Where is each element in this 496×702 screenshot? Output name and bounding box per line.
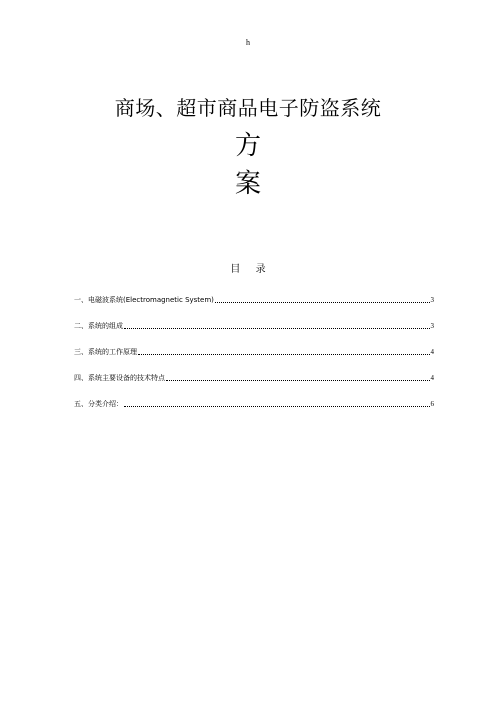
toc-dot-leader [166,379,430,381]
toc-entry-3[interactable] [74,345,434,357]
toc-entry-page-number: 4 [430,374,434,382]
toc-entry-2[interactable] [74,319,434,331]
toc-entry-label: 一、电磁波系统(Electromagnetic System) [74,296,214,304]
toc-entry-1[interactable] [74,293,434,305]
toc-entry-label: 四、系统主要设备的技术特点 [74,374,165,382]
document-title-line-1: 商场、超市商品电子防盗系统 [114,96,382,120]
toc-entry-page-number: 6 [430,400,434,408]
toc-entry-page-number: 4 [430,348,434,356]
toc-entry-5[interactable] [74,397,434,409]
toc-heading: 目 录 [230,264,272,275]
toc-dot-leader [215,301,430,303]
toc-dot-leader [124,327,430,329]
document-title-line-2: 方 [234,131,261,161]
toc-entry-label: 五、分类介绍： [74,400,123,408]
toc-entry-page-number: 3 [430,322,434,330]
toc-dot-leader [124,405,430,407]
document-title-line-3: 案 [234,169,261,199]
toc-entry-label: 三、系统的工作原理 [74,348,137,356]
table-of-contents [74,293,434,423]
toc-entry-label: 二、系统的组成 [74,322,123,330]
toc-entry-page-number: 3 [430,296,434,304]
toc-dot-leader [138,353,430,355]
toc-entry-4[interactable] [74,371,434,383]
page-header-mark: h [246,38,250,47]
